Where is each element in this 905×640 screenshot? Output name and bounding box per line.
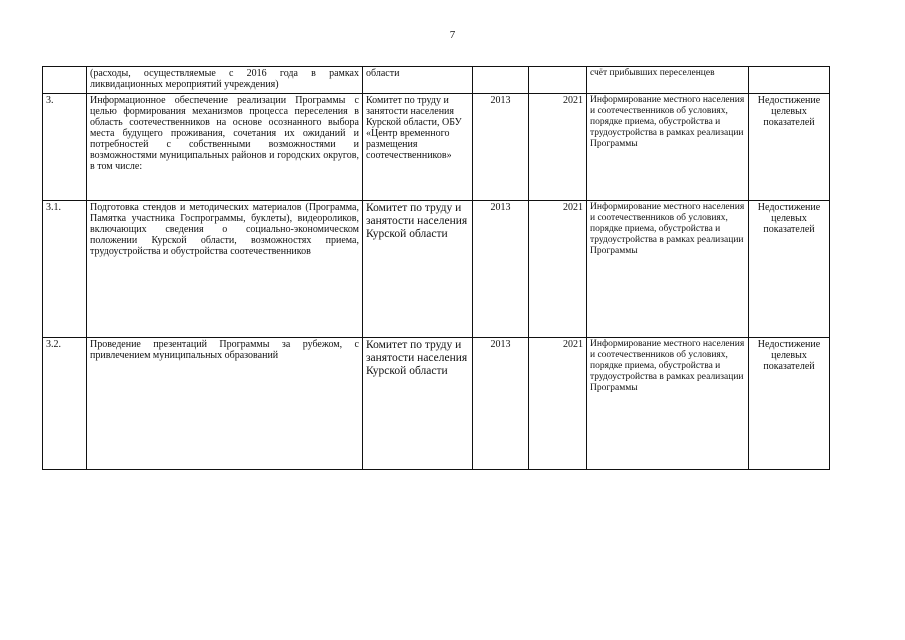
start-year: 2013: [473, 338, 529, 470]
table-row: [43, 94, 830, 201]
row-number: 3.: [43, 94, 87, 201]
failure-consequence: Недостижение целевых показателей: [749, 201, 830, 338]
row-number: [43, 67, 87, 94]
expected-result: Информирование местного населения и соотечественников об условиях, порядке приема, обустройства и трудоустройства в рамках реализации Программы: [587, 338, 749, 470]
measure-description: (расходы, осуществляемые с 2016 года в рамках ликвидационных мероприятий учреждения): [87, 67, 363, 94]
measure-description: Подготовка стендов и методических материалов (Программа, Памятка участника Госпрограммы, буклеты), видеороликов, включающих сведения о социально-экономическом положении Курской области, возможностях приема, трудоустройства и обустройства соотечественников: [87, 201, 363, 338]
row-number: 3.1.: [43, 201, 87, 338]
start-year: 2013: [473, 94, 529, 201]
failure-consequence: [749, 67, 830, 94]
program-measures-table: [42, 66, 830, 470]
end-year: [529, 67, 587, 94]
end-year: 2021: [529, 201, 587, 338]
measure-executor: Комитет по труду и занятости населения Курской области: [363, 201, 473, 338]
table-row: [43, 201, 830, 338]
expected-result: Информирование местного населения и соотечественников об условиях, порядке приема, обустройства и трудоустройства в рамках реализации Программы: [587, 201, 749, 338]
table-row: [43, 338, 830, 470]
page-number: 7: [449, 29, 456, 41]
row-number: 3.2.: [43, 338, 87, 470]
measure-executor: Комитет по труду и занятости населения Курской области, ОБУ «Центр временного размещения соотечественников»: [363, 94, 473, 201]
start-year: [473, 67, 529, 94]
measure-executor: Комитет по труду и занятости населения Курской области: [363, 338, 473, 470]
failure-consequence: Недостижение целевых показателей: [749, 94, 830, 201]
end-year: 2021: [529, 94, 587, 201]
expected-result: Информирование местного населения и соотечественников об условиях, порядке приема, обустройства и трудоустройства в рамках реализации Программы: [587, 94, 749, 201]
end-year: 2021: [529, 338, 587, 470]
measure-description: Информационное обеспечение реализации Программы с целью формирования механизмов процесса переселения в область соотечественников на основе осознанного выбора места будущего проживания, сочетания их ожиданий и потребностей с собственными возможностями и возможностями муниципальных районов и городских округов, в том числе:: [87, 94, 363, 201]
table-row: [43, 67, 830, 94]
measure-description: Проведение презентаций Программы за рубежом, с привлечением муниципальных образований: [87, 338, 363, 470]
measure-executor: области: [363, 67, 473, 94]
expected-result: счёт прибывших переселенцев: [587, 67, 749, 94]
start-year: 2013: [473, 201, 529, 338]
failure-consequence: Недостижение целевых показателей: [749, 338, 830, 470]
